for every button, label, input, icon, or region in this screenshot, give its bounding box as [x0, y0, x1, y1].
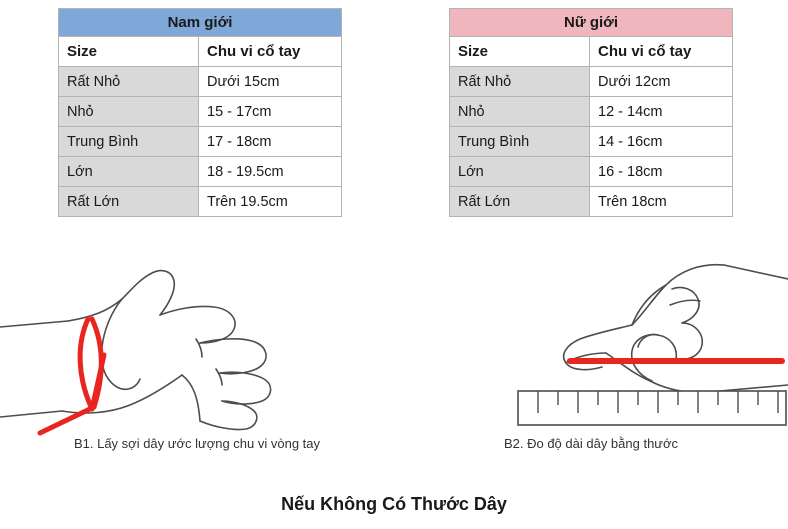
illustrations-row	[0, 235, 788, 480]
size-label: Rất Lớn	[450, 187, 590, 217]
hand-with-ruler-icon	[394, 235, 788, 450]
illustration-step-1	[0, 235, 394, 455]
table-row	[450, 187, 733, 217]
table-title-female: Nữ giới	[450, 9, 733, 37]
size-table-female	[449, 8, 733, 217]
table-header-row	[450, 37, 733, 67]
size-label: Rất Nhỏ	[59, 67, 199, 97]
column-header-circumference: Chu vi cổ tay	[199, 37, 342, 67]
size-tables-row	[0, 0, 788, 217]
column-header-size: Size	[450, 37, 590, 67]
size-value: Dưới 12cm	[590, 67, 733, 97]
table-row	[450, 157, 733, 187]
size-value: 16 - 18cm	[590, 157, 733, 187]
column-header-size: Size	[59, 37, 199, 67]
table-title-male: Nam giới	[59, 9, 342, 37]
size-label: Nhỏ	[59, 97, 199, 127]
table-row	[59, 97, 342, 127]
illustration-step-2	[394, 235, 788, 455]
size-table-male	[58, 8, 342, 217]
size-value: 12 - 14cm	[590, 97, 733, 127]
table-row	[450, 97, 733, 127]
size-value: Trên 18cm	[590, 187, 733, 217]
caption-step-1: B1. Lấy sợi dây ước lượng chu vi vòng tay	[73, 436, 321, 451]
hand-with-string-icon	[0, 235, 394, 450]
table-row	[59, 157, 342, 187]
table-header-row	[59, 37, 342, 67]
table-row	[450, 127, 733, 157]
size-label: Trung Bình	[450, 127, 590, 157]
size-value: 15 - 17cm	[199, 97, 342, 127]
table-row	[59, 187, 342, 217]
table-title-row	[59, 9, 342, 37]
size-label: Nhỏ	[450, 97, 590, 127]
table-row	[59, 67, 342, 97]
column-header-circumference: Chu vi cổ tay	[590, 37, 733, 67]
size-label: Lớn	[450, 157, 590, 187]
table-title-row	[450, 9, 733, 37]
table-row	[450, 67, 733, 97]
caption-step-2: B2. Đo độ dài dây bằng thước	[503, 436, 679, 451]
table-row	[59, 127, 342, 157]
size-value: 14 - 16cm	[590, 127, 733, 157]
size-value: Trên 19.5cm	[199, 187, 342, 217]
size-label: Rất Nhỏ	[450, 67, 590, 97]
size-value: 17 - 18cm	[199, 127, 342, 157]
footer-note: Nếu Không Có Thước Dây	[281, 494, 507, 514]
size-value: 18 - 19.5cm	[199, 157, 342, 187]
ruler-icon	[518, 391, 786, 425]
size-label: Lớn	[59, 157, 199, 187]
size-label: Rất Lớn	[59, 187, 199, 217]
size-value: Dưới 15cm	[199, 67, 342, 97]
size-label: Trung Bình	[59, 127, 199, 157]
